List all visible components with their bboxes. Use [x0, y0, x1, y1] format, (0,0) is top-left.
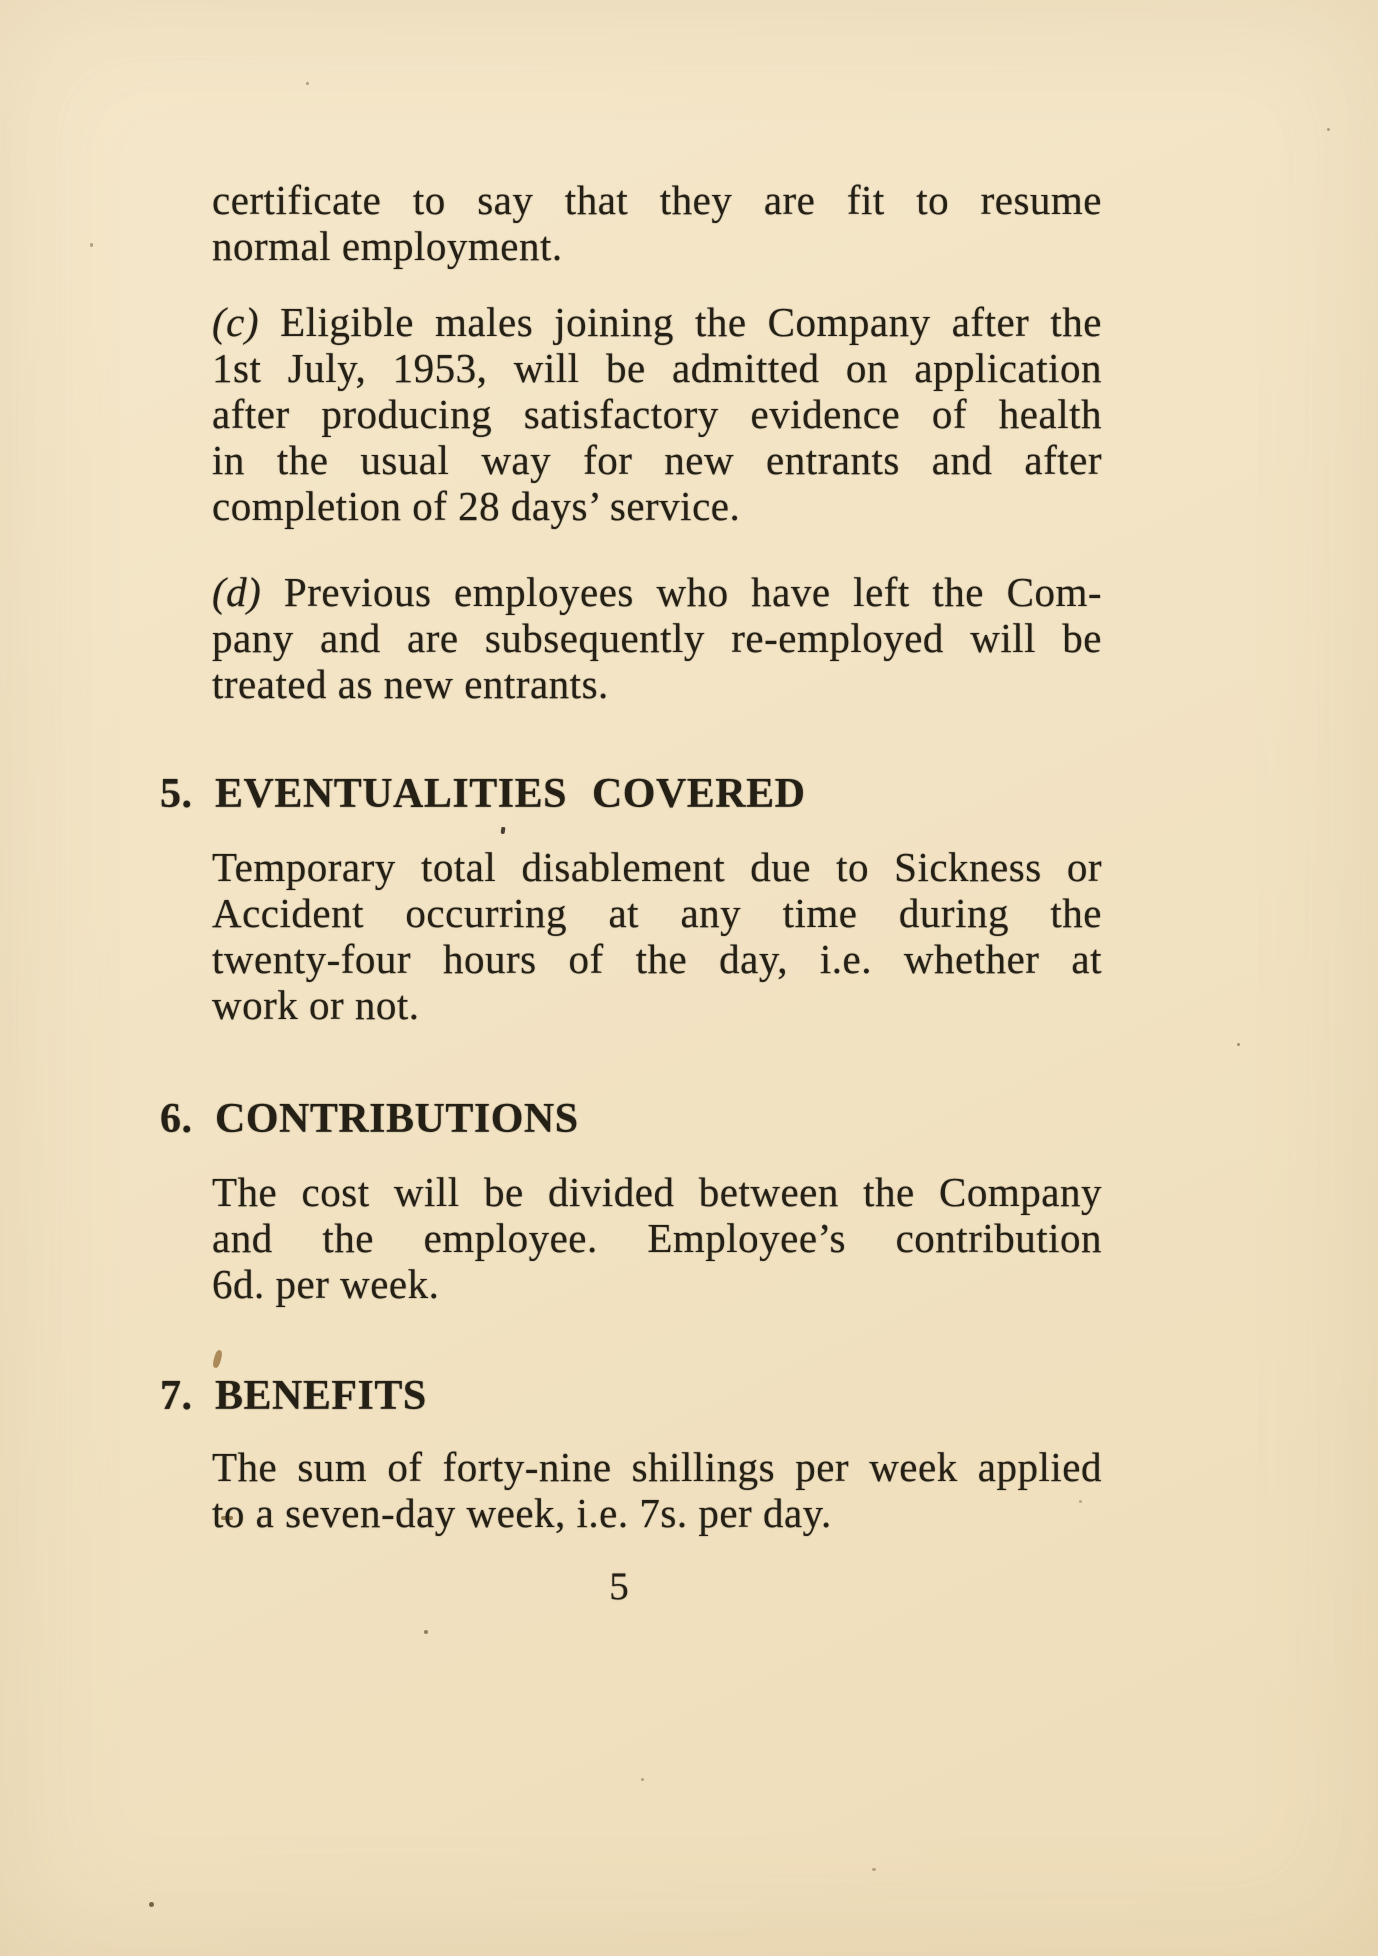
text-line: after producing satisfactory evidence of health — [212, 391, 1102, 437]
paper-speck — [90, 243, 93, 247]
text-line: in the usual way for new entrants and after — [212, 437, 1102, 483]
text-line — [212, 569, 1102, 615]
page-number: 5 — [609, 1565, 629, 1608]
text-line: Temporary total disablement due to Sickness or — [212, 844, 1102, 890]
section-heading-benefits — [160, 1373, 1160, 1419]
section-title: CONTRIBUTIONS — [215, 1096, 579, 1142]
item-marker-d: (d) — [212, 569, 262, 615]
section-heading-eventualities-covered — [160, 771, 1160, 817]
text-line: certificate to say that they are fit to resume — [212, 177, 1102, 223]
section-heading-contributions — [160, 1096, 1160, 1142]
text-line: 6d. per week. — [212, 1261, 440, 1307]
text-line: and the employee. Employee’s contribution — [212, 1215, 1102, 1261]
text-segment: Eligible males joining the Company after the — [259, 299, 1102, 345]
paragraph-eventualities — [212, 844, 1102, 1028]
paragraph-continuation — [212, 177, 1102, 269]
section-title: EVENTUALITIES COVERED — [215, 771, 806, 817]
paper-speck — [149, 1902, 154, 1907]
paper-speck — [1327, 128, 1330, 131]
text-line: 1st July, 1953, will be admitted on application — [212, 345, 1102, 391]
text-line: completion of 28 days’ service. — [212, 483, 741, 529]
text-segment: Previous employees who have left the Com- — [261, 569, 1102, 615]
text-line: normal employment. — [212, 223, 563, 269]
paper-speck — [501, 827, 506, 834]
text-line: treated as new entrants. — [212, 661, 609, 707]
section-title: BENEFITS — [215, 1373, 427, 1419]
paper-speck — [306, 82, 309, 85]
text-line: work or not. — [212, 982, 420, 1028]
section-number: 6. — [160, 1096, 193, 1142]
paragraph-benefits — [212, 1444, 1102, 1536]
paper-speck — [212, 1349, 223, 1368]
section-number: 5. — [160, 771, 193, 817]
text-line: The cost will be divided between the Company — [212, 1169, 1102, 1215]
paper-speck — [1237, 1043, 1240, 1046]
text-line: to a seven-day week, i.e. 7s. per day. — [212, 1490, 832, 1536]
paragraph-item-c — [212, 299, 1102, 529]
item-marker-c: (c) — [212, 299, 260, 345]
paper-speck — [424, 1630, 428, 1634]
paragraph-contributions — [212, 1169, 1102, 1307]
text-line: Accident occurring at any time during the — [212, 890, 1102, 936]
paper-speck — [872, 1868, 876, 1871]
text-line — [212, 299, 1102, 345]
text-line: twenty-four hours of the day, i.e. whether at — [212, 936, 1102, 982]
paragraph-item-d — [212, 569, 1102, 707]
section-number: 7. — [160, 1373, 193, 1419]
text-line: The sum of forty-nine shillings per week applied — [212, 1444, 1102, 1490]
text-line: pany and are subsequently re-employed will be — [212, 615, 1102, 661]
paper-speck — [641, 1778, 644, 1781]
